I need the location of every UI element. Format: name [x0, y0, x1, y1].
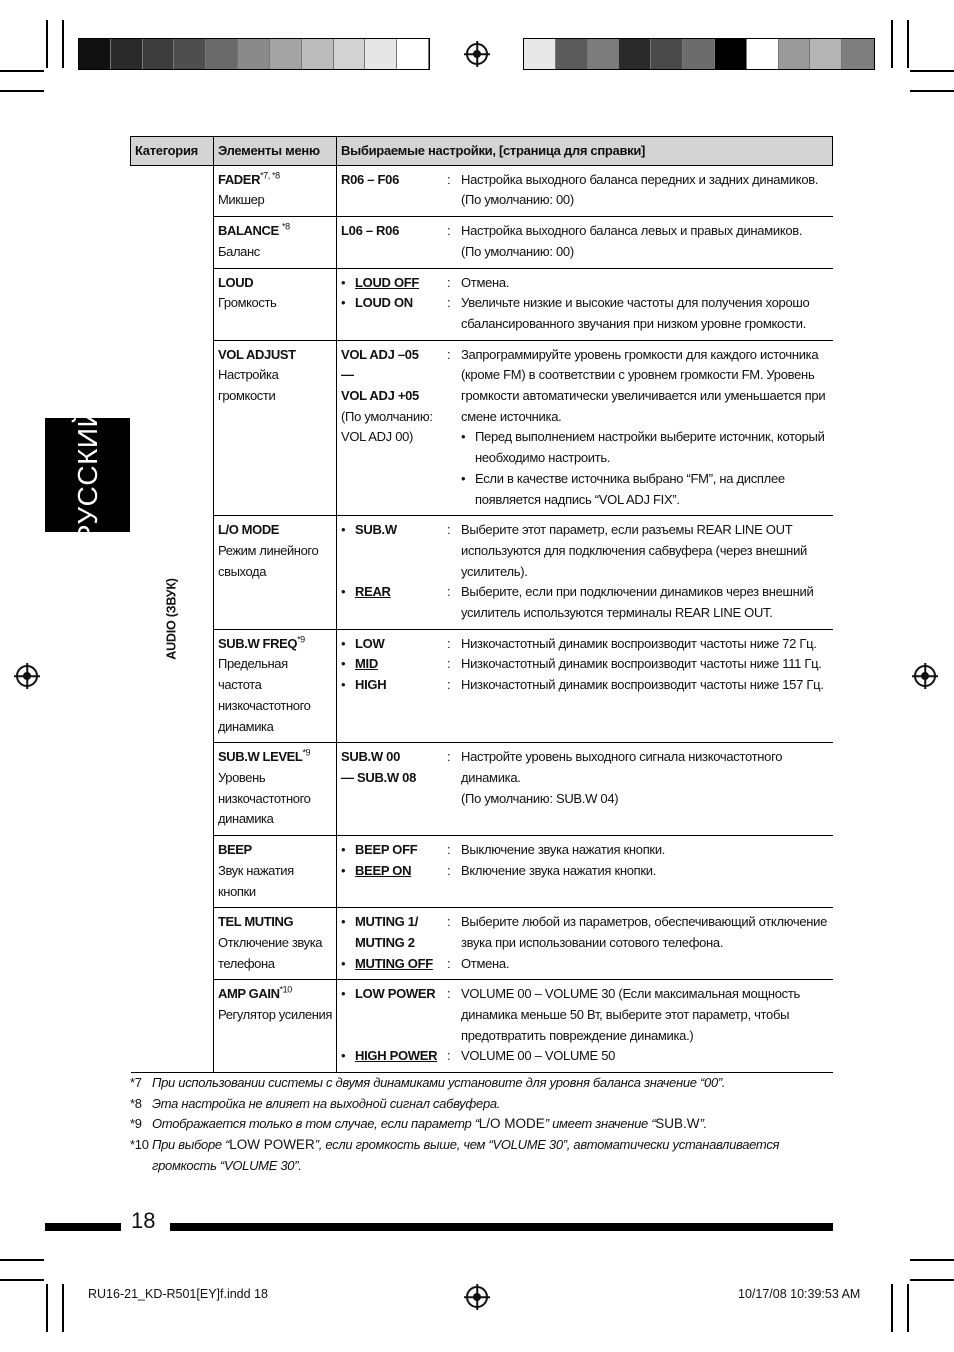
bullet: •	[341, 656, 346, 672]
color-swatch	[747, 39, 779, 69]
menu-item-name: AMP GAIN	[218, 986, 280, 1002]
page-bar-right	[170, 1223, 833, 1231]
registration-mark-icon	[16, 665, 38, 687]
crop-mark	[62, 20, 64, 68]
crop-mark	[907, 1284, 909, 1332]
colon: :	[447, 677, 451, 693]
bullet: •	[341, 1048, 346, 1064]
table-row-fader	[131, 165, 833, 216]
color-calibration-bar-left	[78, 38, 430, 70]
bullet: •	[461, 470, 466, 486]
color-swatch	[683, 39, 715, 69]
setting-value: VOL ADJ +05	[341, 388, 419, 404]
color-swatch	[779, 39, 811, 69]
footnote-ref: *10	[279, 984, 292, 995]
bullet: •	[341, 295, 346, 311]
table-row-balance	[131, 217, 833, 268]
footnote-term: LOW POWER	[229, 1137, 315, 1153]
bullet: •	[341, 635, 346, 651]
menu-item-cell	[214, 908, 337, 980]
menu-item-desc: Микшер	[218, 192, 265, 208]
menu-item-desc: Отключение звука телефона	[218, 934, 323, 971]
colon: :	[447, 842, 451, 858]
menu-item-desc: Регулятор усиления	[218, 1007, 333, 1023]
color-swatch	[270, 39, 302, 69]
bullet: •	[341, 584, 346, 600]
menu-item-name: BALANCE	[218, 223, 279, 239]
language-tab-label: РУССКИЙ	[71, 406, 103, 544]
category-label: AUDIO (ЗВУК)	[164, 578, 179, 660]
setting-value-default: BEEP ON	[355, 862, 412, 878]
header-menu-items: Элементы меню	[214, 137, 337, 166]
color-swatch	[334, 39, 366, 69]
note-text: Перед выполнением настройки выберите источник, который необходимо настроить.	[475, 429, 825, 466]
setting-value: HIGH	[355, 677, 387, 693]
crop-mark	[910, 70, 954, 72]
settings-cell	[337, 217, 833, 268]
footnotes	[130, 1073, 830, 1177]
menu-item-name: SUB.W LEVEL	[218, 749, 303, 765]
note-text: Если в качестве источника выбрано “FM”, на дисплее появляется надпись “VOL ADJ FIX”.	[475, 470, 785, 507]
crop-mark	[62, 1284, 64, 1332]
colon: :	[447, 223, 451, 239]
colon: :	[447, 274, 451, 290]
setting-value: LOW POWER	[355, 986, 436, 1002]
crop-mark	[891, 1284, 893, 1332]
menu-item-desc: Предельная частота низкочастотного динамика	[218, 656, 311, 734]
colon: :	[447, 656, 451, 672]
color-swatch	[143, 39, 175, 69]
footer-timestamp: 10/17/08 10:39:53 AM	[738, 1287, 861, 1301]
settings-cell	[337, 340, 833, 516]
bullet: •	[341, 522, 346, 538]
footnote-ref: *7, *8	[260, 170, 280, 181]
setting-description: Настройка выходного баланса передних и задних динамиков.	[461, 171, 819, 187]
footnote-ref: *9	[297, 634, 305, 645]
crop-mark	[0, 1279, 44, 1281]
color-swatch	[619, 39, 651, 69]
footnote-mark: *10	[130, 1137, 149, 1153]
colon: :	[447, 862, 451, 878]
table-row-subw-level	[131, 743, 833, 836]
footnote	[130, 1073, 830, 1094]
table-row-subw-freq	[131, 629, 833, 743]
header-settings: Выбираемые настройки, [страница для справки]	[337, 137, 833, 166]
language-tab	[45, 406, 130, 544]
color-swatch	[715, 39, 747, 69]
menu-item-cell	[214, 980, 337, 1073]
header-category: Категория	[131, 137, 214, 166]
color-swatch	[588, 39, 620, 69]
setting-value: LOW	[355, 635, 385, 651]
footnote-text: ”, если громкость выше, чем “VOLUME 30”, автоматически устанавливается громкость “VOLUME 30”.	[152, 1137, 780, 1173]
setting-description: Отмена.	[461, 274, 510, 290]
registration-mark-icon	[466, 43, 488, 65]
colon: :	[447, 522, 451, 538]
crop-mark	[891, 20, 893, 68]
setting-value: VOL ADJ –05	[341, 346, 419, 362]
menu-item-name: BEEP	[218, 842, 252, 858]
crop-mark	[0, 90, 44, 92]
setting-default: (По умолчанию: 00)	[461, 192, 574, 208]
menu-item-cell	[214, 629, 337, 743]
setting-value: SUB.W	[355, 522, 397, 538]
menu-item-name: FADER	[218, 171, 261, 187]
footnote-ref: *8	[281, 221, 290, 232]
registration-mark-icon	[914, 665, 936, 687]
menu-item-name: SUB.W FREQ	[218, 635, 298, 651]
bullet: •	[341, 677, 346, 693]
crop-mark	[0, 1259, 44, 1261]
color-swatch	[79, 39, 111, 69]
setting-description: Запрограммируйте уровень громкости для каждого источника (кроме FM) в соответствии с уровнем громкости FM. Уровень громкости автоматически увеличивается или уменьшается при смене источника.	[461, 346, 826, 424]
setting-description: Настройка выходного баланса левых и правых динамиков.	[461, 223, 803, 239]
colon: :	[447, 295, 451, 311]
setting-description: VOLUME 00 – VOLUME 50	[461, 1048, 616, 1064]
setting-value: L06 – R06	[341, 223, 400, 239]
menu-item-cell	[214, 516, 337, 630]
table-row-vol-adjust	[131, 340, 833, 516]
settings-cell	[337, 743, 833, 836]
crop-mark	[46, 1284, 48, 1332]
bullet: •	[341, 986, 346, 1002]
bullet: •	[341, 842, 346, 858]
footnote-mark: *8	[130, 1095, 142, 1111]
settings-cell	[337, 980, 833, 1073]
footnote-term: SUB.W	[655, 1116, 700, 1132]
settings-cell	[337, 908, 833, 980]
bullet: •	[341, 955, 346, 971]
settings-cell	[337, 516, 833, 630]
bullet: •	[461, 429, 466, 445]
setting-default: (По умолчанию: 00)	[461, 243, 574, 259]
color-swatch	[111, 39, 143, 69]
setting-description: Низкочастотный динамик воспроизводит частоты ниже 72 Гц.	[461, 635, 817, 651]
setting-description: Настройте уровень выходного сигнала низкочастотного динамика.	[461, 749, 783, 785]
crop-mark	[910, 1279, 954, 1281]
menu-item-name: TEL MUTING	[218, 914, 294, 930]
color-swatch	[238, 39, 270, 69]
setting-description: Увеличьте низкие и высокие частоты для получения хорошо сбалансированного звучания при низком уровне громкости.	[461, 295, 810, 331]
menu-item-desc: Настройка громкости	[218, 367, 279, 404]
menu-item-desc: Режим линейного свыхода	[218, 542, 319, 579]
table-header-row	[131, 137, 833, 166]
table-row-tel-muting	[131, 908, 833, 980]
audio-settings-table	[130, 136, 833, 1073]
setting-value: LOUD ON	[355, 295, 413, 311]
setting-description: Выберите этот параметр, если разъемы REAR LINE OUT используются для подключения сабвуфера (через внешний усилитель).	[461, 522, 807, 579]
footnote-mark: *7	[130, 1075, 142, 1090]
setting-value: — SUB.W 08	[341, 769, 417, 785]
crop-mark	[910, 1259, 954, 1261]
category-cell	[131, 165, 214, 1072]
footnote-text: ”.	[699, 1116, 707, 1132]
table-row-amp-gain	[131, 980, 833, 1073]
bullet: •	[341, 914, 346, 930]
setting-value-default: MID	[355, 656, 378, 672]
setting-description: Выберите, если при подключении динамиков через внешний усилитель используются терминалы REAR LINE OUT.	[461, 584, 814, 621]
colon: :	[447, 584, 451, 600]
color-calibration-bar-right	[523, 38, 875, 70]
color-swatch	[556, 39, 588, 69]
colon: :	[447, 955, 451, 971]
setting-description: Низкочастотный динамик воспроизводит частоты ниже 111 Гц.	[461, 656, 822, 672]
page-number: 18	[131, 1208, 156, 1233]
colon: :	[447, 986, 451, 1002]
setting-description: Включение звука нажатия кнопки.	[461, 862, 657, 878]
menu-item-cell	[214, 217, 337, 268]
menu-item-cell	[214, 165, 337, 216]
bullet: •	[341, 862, 346, 878]
crop-mark	[907, 20, 909, 68]
menu-item-name: L/O MODE	[218, 522, 280, 538]
setting-value-default: REAR	[355, 584, 391, 600]
color-swatch	[810, 39, 842, 69]
color-swatch	[524, 39, 556, 69]
page-bar-left	[45, 1223, 121, 1231]
colon: :	[447, 749, 451, 765]
color-swatch	[651, 39, 683, 69]
colon: :	[447, 635, 451, 651]
menu-item-desc: Уровень низкочастотного динамика	[218, 769, 311, 827]
footnote	[130, 1135, 830, 1176]
setting-default: (По умолчанию: VOL ADJ 00)	[341, 408, 433, 445]
setting-value: MUTING 1/ MUTING 2	[355, 914, 419, 950]
setting-value: BEEP OFF	[355, 842, 418, 858]
footnote	[130, 1094, 830, 1115]
footnote-text: При выборе “	[152, 1137, 230, 1153]
color-swatch	[397, 39, 429, 69]
setting-value: R06 – F06	[341, 171, 400, 187]
color-swatch	[206, 39, 238, 69]
color-swatch	[365, 39, 397, 69]
footnote	[130, 1114, 830, 1135]
footnote-ref: *9	[302, 747, 311, 758]
registration-mark-icon	[466, 1286, 488, 1308]
table-row-beep	[131, 836, 833, 908]
colon: :	[447, 171, 451, 187]
colon: :	[447, 346, 451, 362]
color-swatch	[174, 39, 206, 69]
footnote-text: Эта настройка не влияет на выходной сигнал сабвуфера.	[152, 1095, 501, 1111]
footnote-term: L/O MODE	[478, 1116, 545, 1132]
colon: :	[447, 1048, 451, 1064]
settings-cell	[337, 836, 833, 908]
footnote-text: ” имеет значение “	[544, 1116, 656, 1132]
footnote-text: Отображается только в том случае, если параметр “	[152, 1116, 479, 1132]
setting-value: SUB.W 00	[341, 749, 401, 765]
settings-cell	[337, 629, 833, 743]
table-row-loud	[131, 268, 833, 340]
setting-value-default: MUTING OFF	[355, 955, 433, 971]
menu-item-name: VOL ADJUST	[218, 346, 296, 362]
colon: :	[447, 914, 451, 930]
footer-file-info: RU16-21_KD-R501[EY]f.indd 18	[88, 1287, 268, 1301]
menu-item-desc: Громкость	[218, 295, 277, 311]
setting-description: Выберите любой из параметров, обеспечивающий отключение звука при использовании сотового телефона.	[461, 914, 828, 950]
menu-item-cell	[214, 743, 337, 836]
menu-item-cell	[214, 836, 337, 908]
setting-description: VOLUME 00 – VOLUME 30 (Если максимальная мощность динамика меньше 50 Вт, выберите этот параметр, чтобы предотвратить повреждение динамика.)	[461, 986, 800, 1043]
crop-mark	[910, 90, 954, 92]
menu-item-name: LOUD	[218, 274, 254, 290]
color-swatch	[302, 39, 334, 69]
crop-mark	[46, 20, 48, 68]
settings-cell	[337, 268, 833, 340]
crop-mark	[0, 70, 44, 72]
setting-value-default: HIGH POWER	[355, 1048, 438, 1064]
setting-description: Отмена.	[461, 955, 510, 971]
footnote-text: При использовании системы с двумя динамиками установите для уровня баланса значение “00”.	[152, 1075, 726, 1090]
table-row-lo-mode	[131, 516, 833, 630]
bullet: •	[341, 274, 346, 290]
setting-value-default: LOUD OFF	[355, 274, 420, 290]
setting-description: Низкочастотный динамик воспроизводит частоты ниже 157 Гц.	[461, 677, 824, 693]
range-dash: —	[341, 367, 354, 383]
menu-item-cell	[214, 268, 337, 340]
color-swatch	[842, 39, 874, 69]
menu-item-desc: Звук нажатия кнопки	[218, 862, 294, 899]
menu-item-cell	[214, 340, 337, 516]
footnote-mark: *9	[130, 1116, 142, 1132]
setting-default: (По умолчанию: SUB.W 04)	[461, 790, 619, 806]
setting-description: Выключение звука нажатия кнопки.	[461, 842, 666, 858]
settings-cell	[337, 165, 833, 216]
menu-item-desc: Баланс	[218, 243, 260, 259]
